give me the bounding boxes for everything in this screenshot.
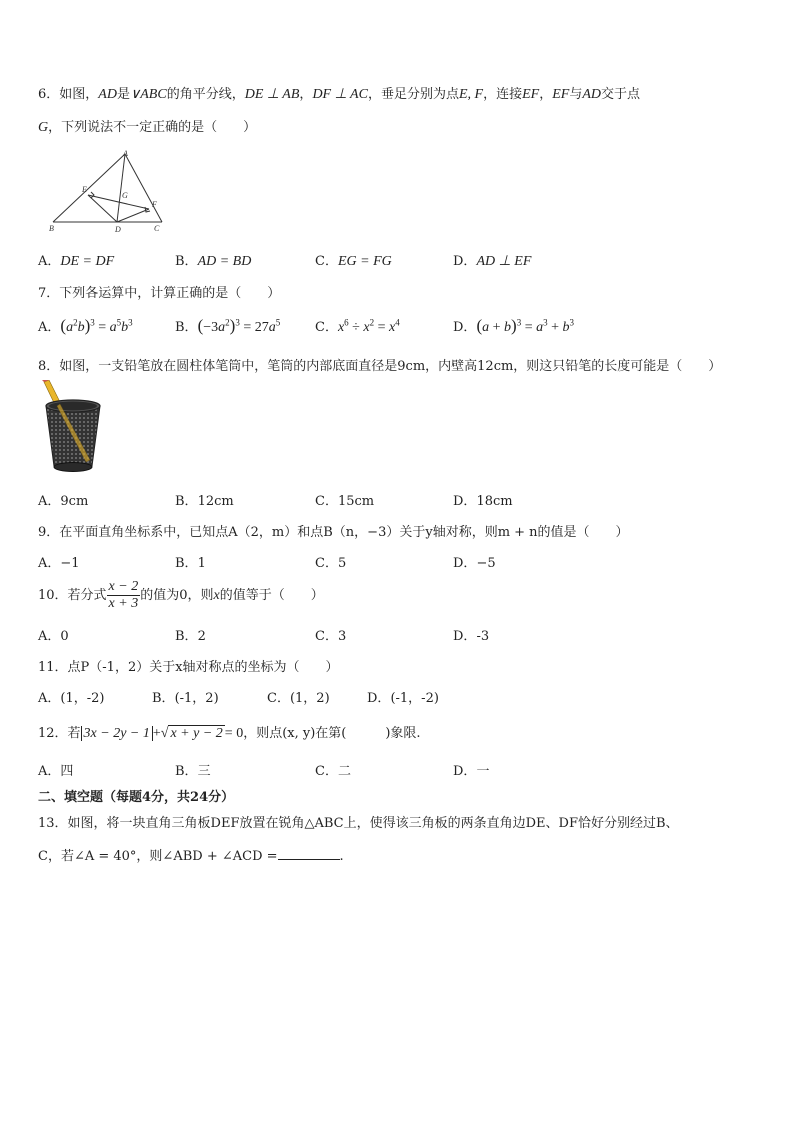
q11-option-b[interactable]: B．(-1，2) [152,691,219,706]
label-f: F [152,200,157,209]
label-e: E [82,185,87,194]
q8-stem: 8．如图，一支铅笔放在圆柱体笔筒中，笔筒的内部底面直径是9cm，内壁高12cm，则这只铅笔的长度可能是（ ） [38,359,722,374]
q8-option-b[interactable]: B．12cm [175,494,234,509]
q8-option-c[interactable]: C．15cm [315,494,375,509]
q6-triangle-figure [45,148,170,236]
q13-stem-line2: C，若∠A = 40°，则∠ABD + ∠ACD = . [38,849,344,864]
q12-option-c[interactable]: C．二 [315,764,351,779]
q8-option-d[interactable]: D．18cm [453,494,513,509]
q12-stem: 12．若 3x − 2y − 1 +√ x + y − 2 = 0，则点(x, y)在第( )象限. [38,726,421,741]
q7-option-a[interactable]: A．$(a^2b)^3 = a^5b^3$ [38,316,133,335]
q12-option-b[interactable]: B．三 [175,764,211,779]
q10-option-a[interactable]: A．0 [38,629,69,644]
label-b: B [49,224,54,233]
q11-stem: 11．点P（-1，2）关于x轴对称点的坐标为（ ） [38,660,339,675]
q12-option-a[interactable]: A．四 [38,764,74,779]
q6-option-c[interactable]: C．EG = FG [315,254,392,269]
q10-stem: 10．若分式 $\frac{x - 2}{x + 3}$ 的值为0，则x的值等于（ ） [38,579,324,611]
q7-stem: 7．下列各运算中，计算正确的是（ ） [38,286,281,301]
section-2-title: 二、填空题（每题4分，共24分） [38,790,235,805]
q9-option-d[interactable]: D．−5 [453,556,496,571]
q10-option-d[interactable]: D．-3 [453,629,490,644]
label-a: A [123,149,128,158]
q11-option-d[interactable]: D．(-1，-2) [367,691,439,706]
q9-option-a[interactable]: A．−1 [38,556,80,571]
q7-option-c[interactable]: C．$x^6 \div x^2 = x^4$ [315,317,400,335]
label-d: D [115,225,121,234]
q6-option-b[interactable]: B．AD = BD [175,254,252,269]
q6-stem-line1: 6．如图，AD是∨ABC的角平分线，DE ⊥ AB，DF ⊥ AC，垂足分别为点E, F，连接EF，EF与AD交于点 [38,87,641,102]
label-c: C [154,224,160,233]
q11-option-c[interactable]: C．(1，2) [267,691,330,706]
q7-option-d[interactable]: D．$(a + b)^3 = a^3 + b^3$ [453,316,574,335]
q9-option-c[interactable]: C．5 [315,556,347,571]
q13-answer-blank[interactable] [278,847,340,860]
q6-stem-line2: G，下列说法不一定正确的是（ ） [38,120,257,135]
q10-option-b[interactable]: B．2 [175,629,206,644]
q7-option-b[interactable]: B．$(-3a^2)^3 = 27a^5$ [175,316,281,335]
pencil-holder-figure [38,380,104,478]
q12-option-d[interactable]: D．一 [453,764,490,779]
q10-fraction: $\frac{x - 2}{x + 3}$ [108,579,139,611]
q9-option-b[interactable]: B．1 [175,556,206,571]
label-g: G [122,191,128,200]
q9-stem: 9．在平面直角坐标系中，已知点A（2，m）和点B（n，−3）关于y轴对称，则m + n的值是（ ） [38,525,629,540]
q8-option-a[interactable]: A．9cm [38,494,89,509]
q6-option-d[interactable]: D．AD ⊥ EF [453,254,532,269]
q13-stem-line1: 13．如图，将一块直角三角板DEF放置在锐角△ABC上，使得该三角板的两条直角边DE、DF恰好分别经过B、 [38,816,679,831]
q6-option-a[interactable]: A．DE = DF [38,254,115,269]
q11-option-a[interactable]: A．(1，-2) [38,691,105,706]
q10-option-c[interactable]: C．3 [315,629,347,644]
